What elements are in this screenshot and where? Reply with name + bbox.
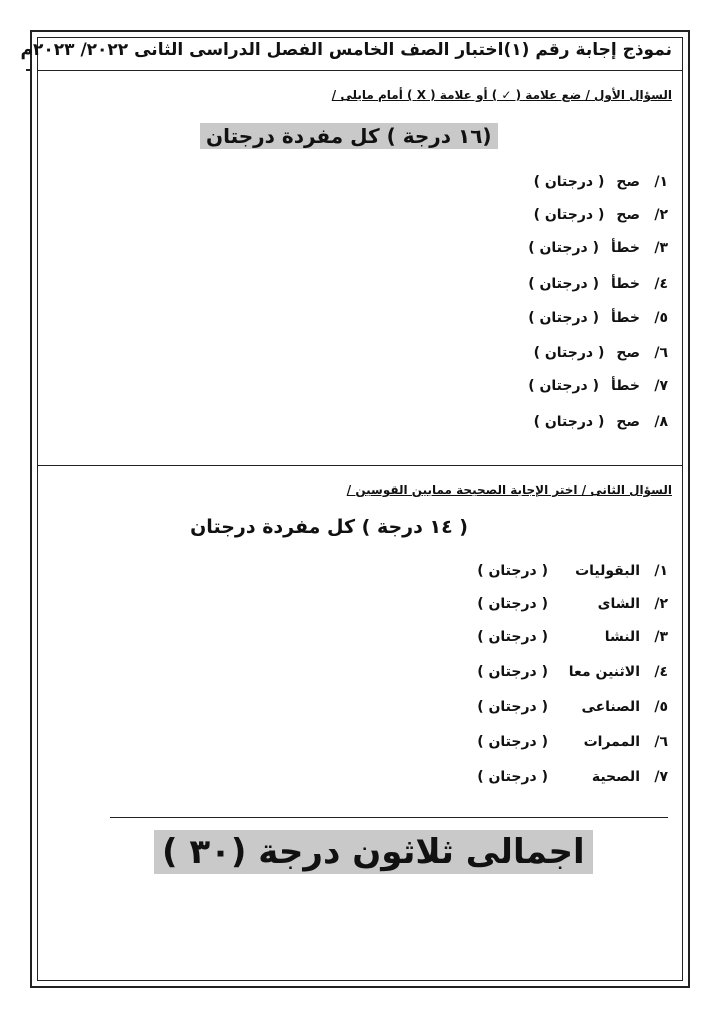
item-score: ( درجتان ): [528, 378, 600, 394]
item-number: ٣/: [654, 629, 668, 645]
item-score: ( درجتان ): [477, 563, 548, 579]
item-score: ( درجتان ): [528, 276, 600, 292]
item-answer: الشاى: [597, 596, 640, 612]
item-number: ٧/: [654, 378, 668, 394]
item-number: ٢/: [654, 596, 668, 612]
total-score: اجمالى ثلاثون درجة (٣٠ ): [154, 830, 593, 874]
margin-mark: [26, 69, 32, 71]
item-score: ( درجتان ): [528, 240, 600, 256]
item-score: ( درجتان ): [477, 629, 548, 645]
item-number: ٥/: [654, 310, 668, 326]
item-score: ( درجتان ): [477, 596, 548, 612]
answer-row: [477, 734, 668, 750]
answer-row: [477, 629, 668, 645]
item-score: ( درجتان ): [477, 699, 548, 715]
item-answer: صح: [616, 345, 640, 361]
item-number: ٤/: [654, 276, 668, 292]
item-answer: خطأ: [611, 240, 640, 256]
header-divider: [38, 70, 682, 71]
answer-row: [528, 240, 668, 256]
answer-row: [477, 563, 668, 579]
item-answer: صح: [616, 414, 640, 430]
item-number: ١/: [654, 563, 668, 579]
answer-row: [534, 174, 668, 190]
question1-grade-banner: (١٦ درجة ) كل مفردة درجتان: [200, 123, 498, 149]
item-number: ٧/: [654, 769, 668, 785]
item-score: ( درجتان ): [477, 664, 548, 680]
item-score: ( درجتان ): [533, 345, 605, 361]
item-score: ( درجتان ): [533, 174, 605, 190]
question2-grade-banner: ( ١٤ درجة ) كل مفردة درجتان: [190, 516, 468, 538]
item-answer: النشا: [604, 629, 640, 645]
item-number: ٦/: [654, 734, 668, 750]
item-score: ( درجتان ): [533, 414, 605, 430]
answer-row: [534, 414, 668, 430]
item-number: ٢/: [654, 207, 668, 223]
item-score: ( درجتان ): [477, 769, 548, 785]
answer-row: [477, 769, 668, 785]
item-answer: الاثنين معا: [568, 664, 640, 680]
total-divider: [110, 817, 668, 818]
item-answer: خطأ: [611, 378, 640, 394]
page-title: نموذج إجابة رقم (١)اختبار الصف الخامس الفصل الدراسى الثانى ٢٠٢٢/ ٢٠٢٣م: [20, 40, 672, 60]
item-score: ( درجتان ): [533, 207, 605, 223]
answer-row: [477, 699, 668, 715]
item-number: ٨/: [654, 414, 668, 430]
item-answer: خطأ: [611, 310, 640, 326]
answer-row: [528, 310, 668, 326]
answer-row: [477, 664, 668, 680]
item-answer: صح: [616, 207, 640, 223]
answer-row: [528, 378, 668, 394]
item-number: ٦/: [654, 345, 668, 361]
item-number: ٣/: [654, 240, 668, 256]
item-number: ١/: [654, 174, 668, 190]
section-divider: [38, 465, 682, 466]
item-score: ( درجتان ): [528, 310, 600, 326]
item-answer: خطأ: [611, 276, 640, 292]
item-answer: الممرات: [583, 734, 640, 750]
question1-heading: السؤال الأول / ضع علامة ( ✓ ) أو علامة ( X ) أمام مايلى /: [331, 88, 672, 102]
item-answer: الصحية: [591, 769, 640, 785]
item-number: ٤/: [654, 664, 668, 680]
answer-row: [534, 207, 668, 223]
item-answer: الصناعى: [581, 699, 640, 715]
item-number: ٥/: [654, 699, 668, 715]
item-answer: صح: [616, 174, 640, 190]
answer-row: [534, 345, 668, 361]
item-score: ( درجتان ): [477, 734, 548, 750]
item-answer: البقوليات: [575, 563, 640, 579]
question2-heading: السؤال الثانى / اختر الإجابة الصحيحة ممابين القوسين /: [346, 483, 672, 497]
answer-row: [477, 596, 668, 612]
answer-row: [528, 276, 668, 292]
